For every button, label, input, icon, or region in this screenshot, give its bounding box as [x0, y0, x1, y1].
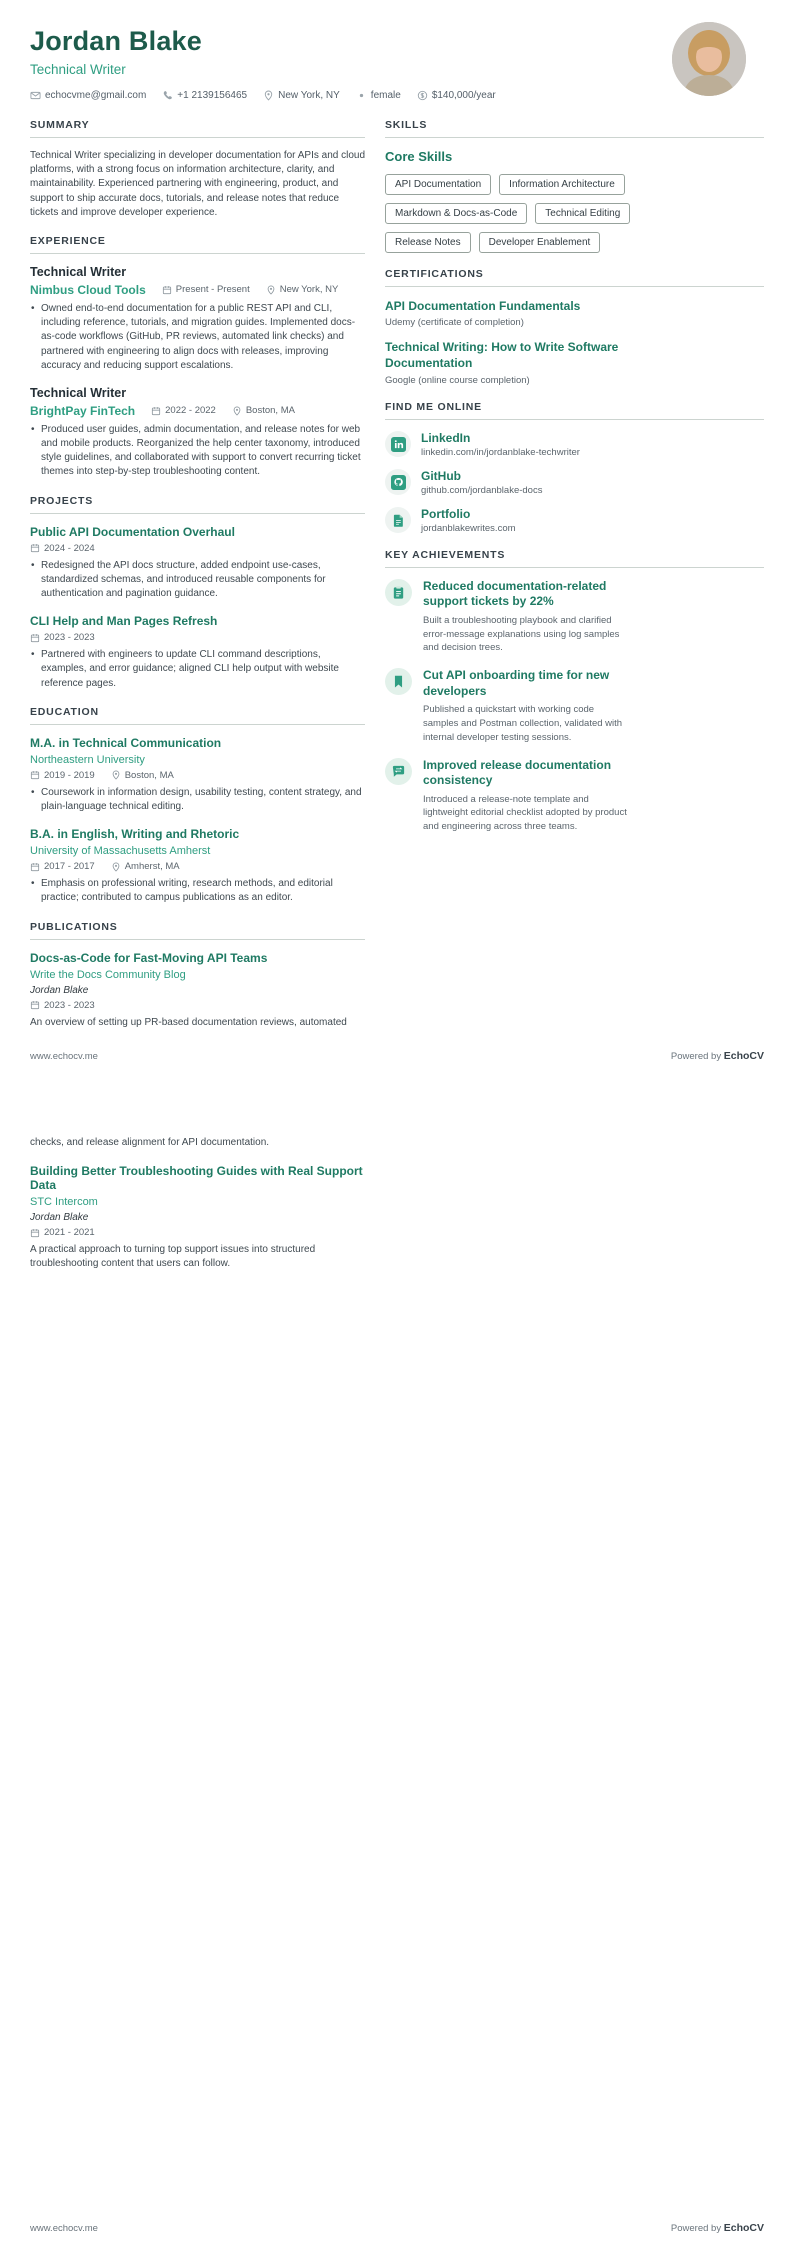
experience-entry: [30, 265, 365, 373]
education-dates: [30, 861, 95, 872]
job-meta-row: [30, 283, 365, 297]
contact-salary: [417, 90, 496, 101]
online-label[interactable]: Portfolio: [421, 506, 471, 521]
calendar-icon: [162, 285, 172, 295]
avatar: [672, 22, 746, 96]
contact-location: [263, 90, 340, 101]
gender-dot-icon: [356, 90, 367, 101]
online-url[interactable]: jordanblakewrites.com: [421, 522, 516, 534]
projects-section: [30, 495, 365, 691]
skills-chip-list: [385, 174, 637, 253]
education-entry: [30, 736, 365, 814]
education-bullet: • Emphasis on professional writing, research methods, and editorial practice; contributed to campus publications as an editor.: [30, 877, 365, 905]
brand-name: EchoCV: [723, 2222, 764, 2234]
certification-title: Technical Writing: How to Write Software Documentation: [385, 340, 619, 371]
achievement-title: Improved release documentation consistency: [423, 757, 612, 788]
projects-heading: PROJECTS: [30, 495, 365, 514]
columns: [0, 119, 794, 1045]
publication-meta-row: [30, 1227, 382, 1238]
certification-issuer: Google (online course completion): [385, 374, 530, 386]
achievement-body: [423, 758, 633, 834]
publication-entry: [30, 951, 365, 1030]
job-location-text: New York, NY: [279, 284, 339, 296]
school-name: Northeastern University: [30, 753, 145, 766]
project-title: Public API Documentation Overhaul: [30, 524, 235, 539]
bookmark-icon: [385, 668, 412, 695]
publication-description: An overview of setting up PR-based documentation reviews, automated: [30, 1016, 347, 1028]
certification-entry: [385, 339, 764, 385]
skill-chip: Developer Enablement: [479, 232, 601, 253]
summary-text: Technical Writer specializing in developer documentation for APIs and cloud platforms, with a strong focus on information architecture, clarity, and maintainability. Experienced partnering with engineering, product, and support to ship accurate docs, tutorials, and release notes that reduce tickets and improve developer experience.: [30, 150, 365, 218]
job-bullet: • Owned end-to-end documentation for a public REST API and CLI, including reference, tutorials, and migration guides. Implemented docs-as-code workflows (GitHub, PR reviews, automated link checks) and partnered with engineering to align docs with releases, improving accuracy and reducing support escalations.: [30, 302, 365, 373]
job-dates: [151, 405, 216, 416]
education-date-text: 2019 - 2019: [44, 769, 95, 781]
education-heading: EDUCATION: [30, 706, 365, 725]
company-name: Nimbus Cloud Tools: [30, 282, 146, 297]
job-location-text: Boston, MA: [245, 405, 295, 417]
education-date-text: 2017 - 2017: [44, 861, 95, 873]
location-pin-icon: [111, 862, 121, 872]
education-entry: [30, 827, 365, 905]
gender-text: female: [370, 90, 401, 101]
education-location-text: Boston, MA: [124, 769, 174, 781]
online-url[interactable]: github.com/jordanblake-docs: [421, 484, 543, 496]
right-column: [385, 119, 764, 1045]
salary-icon: [417, 90, 428, 101]
skills-group-title: Core Skills: [385, 149, 453, 164]
project-dates: [30, 632, 95, 643]
calendar-icon: [30, 862, 40, 872]
certification-entry: [385, 298, 764, 328]
contact-email[interactable]: [30, 90, 146, 101]
project-meta-row: [30, 543, 365, 554]
job-title: Technical Writer: [30, 385, 127, 400]
footer-powered-by: [671, 2222, 764, 2234]
achievement-title: Reduced documentation-related support tickets by 22%: [423, 578, 607, 609]
skill-chip: Markdown & Docs-as-Code: [385, 203, 527, 224]
footer-site-url[interactable]: www.echocv.me: [30, 2223, 98, 2234]
project-entry: [30, 614, 365, 691]
achievement-body: [423, 579, 633, 655]
experience-section: [30, 235, 365, 480]
portfolio-icon: [385, 507, 411, 533]
online-label[interactable]: GitHub: [421, 468, 461, 483]
left-column: [30, 119, 365, 1045]
candidate-name: Jordan Blake: [30, 26, 202, 56]
powered-by-text: Powered by: [670, 2223, 722, 2234]
school-name: University of Massachusetts Amherst: [30, 845, 211, 858]
publication-meta-row: [30, 1000, 365, 1011]
company-name: BrightPay FinTech: [30, 403, 136, 418]
avatar-photo-placeholder: [672, 22, 746, 96]
job-meta-row: [30, 404, 365, 418]
calendar-icon: [30, 543, 40, 553]
online-profile-text: [421, 431, 580, 458]
resume-header: [0, 0, 794, 101]
online-profile-text: [421, 469, 542, 496]
job-bullet: • Produced user guides, admin documentation, and release notes for web and mobile products. Reorganized the help center taxonomy, introduced style guidelines, and collaborated with support to convert recurring ticket themes into step-by-step troubleshooting content.: [30, 423, 365, 480]
project-bullet: • Partnered with engineers to update CLI command descriptions, examples, and error guidance; aligned CLI help output with website reference pages.: [30, 648, 365, 691]
project-entry: [30, 525, 365, 602]
summary-section: [30, 119, 365, 220]
publication-entry: [30, 1164, 382, 1271]
skills-section: [385, 119, 764, 253]
salary-text: $140,000/year: [431, 90, 496, 101]
education-location: [111, 861, 180, 872]
skill-chip: Information Architecture: [499, 174, 625, 195]
calendar-icon: [30, 1228, 40, 1238]
online-profile-github[interactable]: [385, 469, 764, 496]
achievement-text: Published a quickstart with working code samples and Postman collection, validated with internal developer testing sessions.: [423, 704, 623, 743]
chat-icon: [385, 758, 412, 785]
contact-phone[interactable]: [162, 90, 247, 101]
contact-gender: [356, 90, 401, 101]
publication-title: Building Better Troubleshooting Guides with Real Support Data: [30, 1164, 363, 1193]
brand-name: EchoCV: [723, 1050, 764, 1062]
key-achievements-heading: KEY ACHIEVEMENTS: [385, 549, 764, 568]
job-title: Technical Writer: [30, 264, 127, 279]
job-location: [266, 284, 339, 295]
experience-heading: EXPERIENCE: [30, 235, 365, 254]
location-pin-icon: [111, 770, 121, 780]
certifications-section: [385, 268, 764, 386]
github-icon: [385, 469, 411, 495]
achievement-entry: [385, 668, 764, 744]
publication-description-continued: checks, and release alignment for API documentation.: [30, 1137, 270, 1148]
publication-date-text: 2021 - 2021: [44, 1227, 95, 1239]
achievement-title: Cut API onboarding time for new developers: [423, 668, 610, 698]
contact-row: [30, 90, 764, 101]
project-dates: [30, 543, 95, 554]
location-pin-icon: [266, 285, 276, 295]
education-bullet: • Coursework in information design, usability testing, content strategy, and plain-language technical editing.: [30, 786, 365, 814]
online-url[interactable]: linkedin.com/in/jordanblake-techwriter: [421, 446, 580, 458]
achievement-text: Built a troubleshooting playbook and clarified error-message explanations using log samples and decision trees.: [423, 614, 620, 654]
publication-date-text: 2023 - 2023: [44, 999, 95, 1011]
linkedin-icon: [385, 431, 411, 457]
clipboard-check-icon: [385, 579, 412, 606]
candidate-job-title: Technical Writer: [30, 62, 126, 77]
education-location: [111, 770, 174, 781]
find-me-online-heading: FIND ME ONLINE: [385, 401, 764, 420]
footer-site-url[interactable]: www.echocv.me: [30, 1051, 98, 1062]
publication-dates: [30, 1227, 95, 1238]
publication-author: Jordan Blake: [30, 1212, 89, 1224]
location-pin-icon: [263, 90, 274, 101]
powered-by-text: Powered by: [670, 1051, 722, 1062]
project-meta-row: [30, 632, 365, 643]
job-location: [232, 405, 295, 416]
education-meta-row: [30, 861, 365, 872]
achievement-entry: [385, 758, 764, 834]
achievement-text: Introduced a release-note template and lightweight editorial checklist adopted by product and engineering across three teams.: [423, 793, 627, 833]
certifications-heading: CERTIFICATIONS: [385, 268, 764, 287]
job-dates: [162, 284, 250, 295]
calendar-icon: [151, 406, 161, 416]
achievement-entry: [385, 579, 764, 655]
page1-footer: [30, 1050, 764, 1062]
summary-heading: SUMMARY: [30, 119, 365, 138]
publication-description: A practical approach to turning top support issues into structured troubleshooting content that users can follow.: [30, 1244, 316, 1270]
project-date-text: 2024 - 2024: [44, 542, 95, 554]
online-label[interactable]: LinkedIn: [421, 430, 471, 445]
education-location-text: Amherst, MA: [124, 861, 180, 873]
certification-title: API Documentation Fundamentals: [385, 299, 581, 313]
skill-chip: Technical Editing: [535, 203, 630, 224]
publication-title: Docs-as-Code for Fast-Moving API Teams: [30, 950, 268, 965]
email-text: echocvme@gmail.com: [45, 90, 147, 101]
calendar-icon: [30, 770, 40, 780]
project-bullet: • Redesigned the API docs structure, added endpoint use-cases, standardized schemas, and introduced reusable components for authentication and pagination guidance.: [30, 559, 365, 602]
skill-chip: API Documentation: [385, 174, 491, 195]
certification-issuer: Udemy (certificate of completion): [385, 317, 524, 329]
publication-dates: [30, 1000, 95, 1011]
job-date-text: 2022 - 2022: [165, 405, 216, 417]
experience-entry: [30, 386, 365, 480]
phone-text: +1 2139156465: [177, 90, 248, 101]
online-profile-linkedin[interactable]: [385, 431, 764, 458]
find-me-online-section: [385, 401, 764, 534]
location-pin-icon: [232, 406, 242, 416]
education-meta-row: [30, 770, 365, 781]
publications-heading: PUBLICATIONS: [30, 921, 365, 940]
education-section: [30, 706, 365, 906]
project-title: CLI Help and Man Pages Refresh: [30, 614, 218, 629]
project-date-text: 2023 - 2023: [44, 632, 95, 644]
achievement-body: [423, 668, 633, 744]
education-dates: [30, 770, 95, 781]
calendar-icon: [30, 633, 40, 643]
online-profile-text: [421, 507, 516, 534]
key-achievements-section: [385, 549, 764, 834]
publications-section: [30, 921, 365, 1030]
page2-footer: [30, 2222, 764, 2234]
skills-heading: SKILLS: [385, 119, 764, 138]
publication-author: Jordan Blake: [30, 984, 89, 996]
publication-source: Write the Docs Community Blog: [30, 968, 186, 981]
skill-chip: Release Notes: [385, 232, 471, 253]
online-profile-portfolio[interactable]: [385, 507, 764, 534]
job-date-text: Present - Present: [175, 284, 250, 296]
degree-title: M.A. in Technical Communication: [30, 735, 222, 750]
location-text: New York, NY: [278, 90, 340, 101]
degree-title: B.A. in English, Writing and Rhetoric: [30, 827, 240, 842]
email-icon: [30, 90, 41, 101]
footer-powered-by: [671, 1050, 764, 1062]
page2-content: [30, 1136, 382, 1285]
publication-source: STC Intercom: [30, 1196, 98, 1209]
calendar-icon: [30, 1000, 40, 1010]
phone-icon: [162, 90, 173, 101]
